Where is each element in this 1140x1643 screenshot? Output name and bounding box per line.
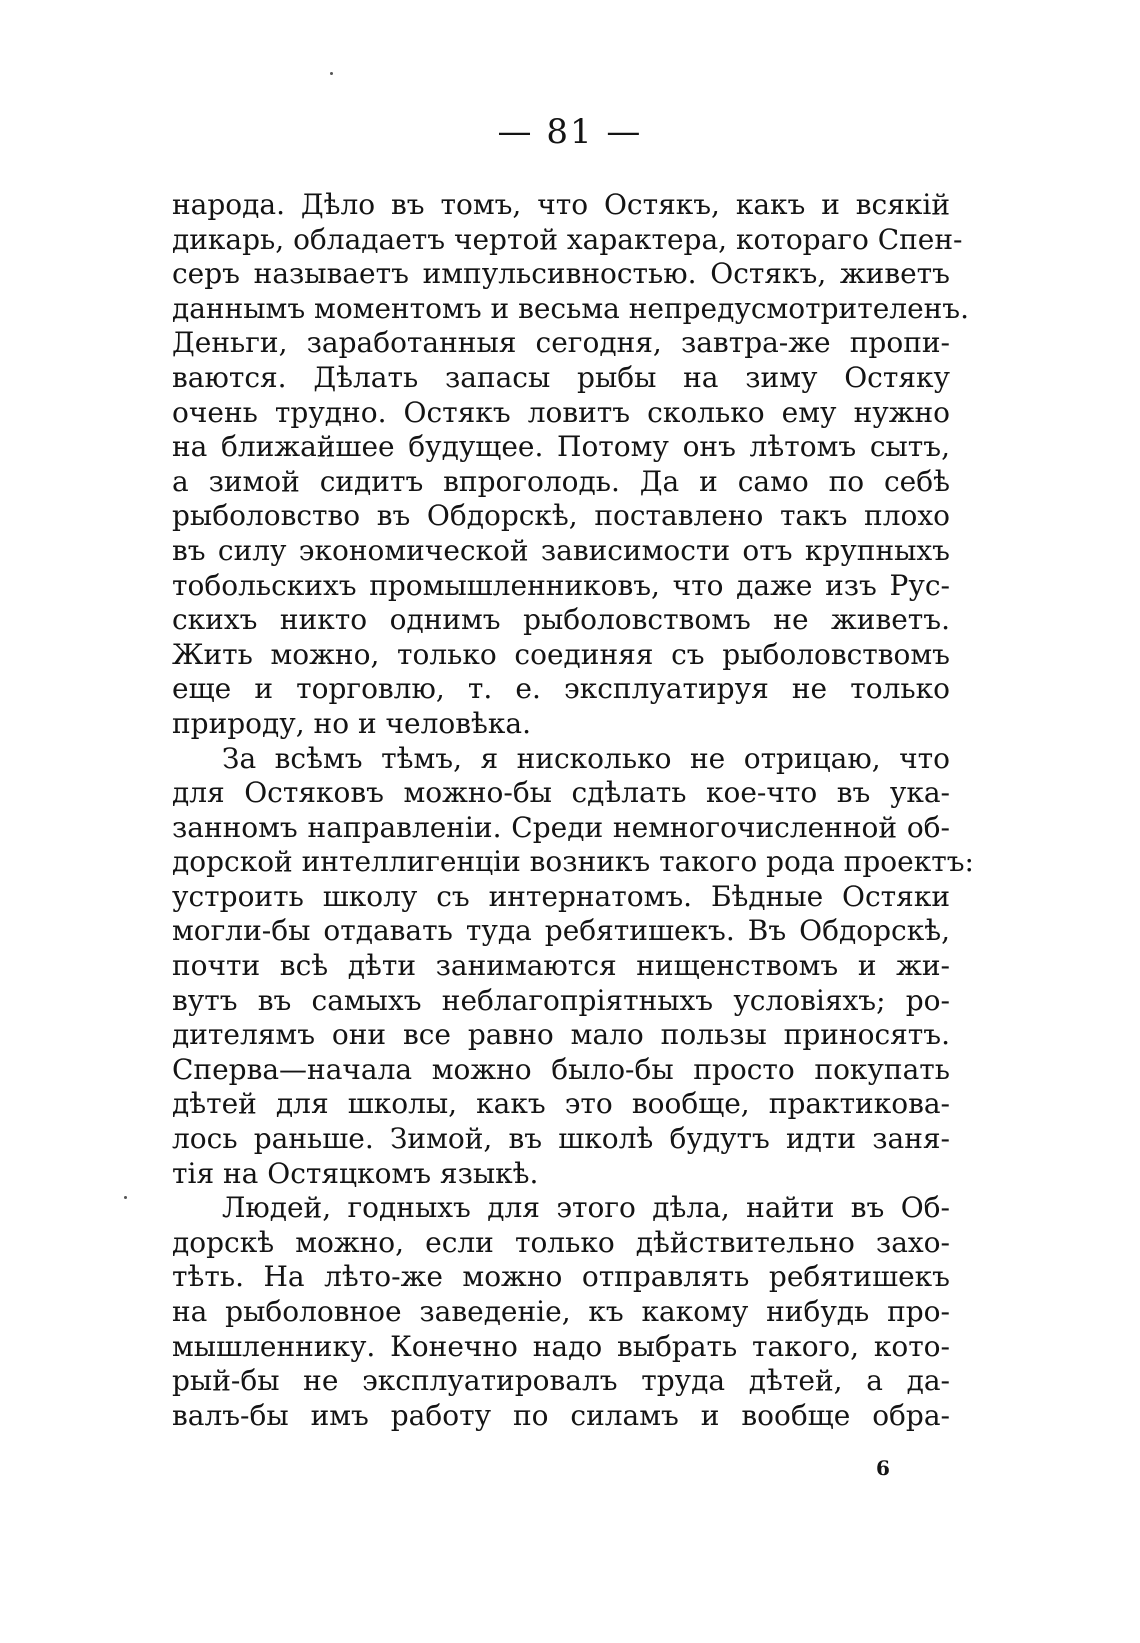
text-line: тобольскихъ промышленниковъ, что даже изъ Рус- bbox=[172, 568, 950, 602]
scan-speck bbox=[330, 72, 333, 75]
signature-mark: 6 bbox=[876, 1456, 890, 1480]
text-line-paragraph-end: природу, но и человѣка. bbox=[172, 706, 531, 740]
text-line: серъ называетъ импульсивностью. Остякъ, живетъ bbox=[172, 257, 950, 291]
text-line: рыболовство въ Обдорскѣ, поставлено такъ плохо bbox=[172, 499, 950, 533]
text-line: народа. Дѣло въ томъ, что Остякъ, какъ и всякій bbox=[172, 188, 950, 221]
text-line: почти всѣ дѣти занимаются нищенствомъ и жи- bbox=[172, 949, 950, 983]
text-line: даннымъ моментомъ и весьма непредусмотрителенъ. bbox=[172, 291, 970, 325]
text-line: устроить школу съ интернатомъ. Бѣдные Остяки bbox=[172, 879, 950, 913]
text-line: еще и торговлю, т. е. эксплуатируя не только bbox=[172, 672, 950, 706]
scan-speck bbox=[124, 1196, 127, 1199]
text-line-paragraph-end: тія на Остяцкомъ языкѣ. bbox=[172, 1156, 539, 1190]
text-line: мышленнику. Конечно надо выбрать такого, кото- bbox=[172, 1329, 950, 1363]
text-line-paragraph-start: За всѣмъ тѣмъ, я нисколько не отрицаю, что bbox=[222, 741, 950, 775]
text-line: въ силу экономической зависимости отъ крупныхъ bbox=[172, 533, 950, 567]
text-line: Деньги, заработанныя сегодня, завтра-же пропи- bbox=[172, 326, 950, 360]
text-line-paragraph-start: Людей, годныхъ для этого дѣла, найти въ Об- bbox=[222, 1191, 950, 1225]
text-line: тѣть. На лѣто-же можно отправлять ребятишекъ bbox=[172, 1260, 950, 1294]
text-line: скихъ никто однимъ рыболовствомъ не живетъ. bbox=[172, 603, 950, 637]
text-line: могли-бы отдавать туда ребятишекъ. Въ Обдорскѣ, bbox=[172, 914, 950, 948]
text-line: дѣтей для школы, какъ это вообще, практикова- bbox=[172, 1087, 950, 1121]
text-line: валъ-бы имъ работу по силамъ и вообще обра- bbox=[172, 1398, 950, 1432]
text-line: Сперва—начала можно было-бы просто покупать bbox=[172, 1052, 950, 1086]
text-line: дорской интеллигенціи возникъ такого рода проектъ: bbox=[172, 845, 974, 879]
text-line: ваются. Дѣлать запасы рыбы на зиму Остяку bbox=[172, 360, 950, 394]
page-number: — 81 — bbox=[497, 112, 643, 152]
text-line: для Остяковъ можно-бы сдѣлать кое-что въ ука- bbox=[172, 776, 950, 810]
text-line: дикарь, обладаетъ чертой характера, котораго Спен- bbox=[172, 222, 963, 256]
text-line: очень трудно. Остякъ ловитъ сколько ему нужно bbox=[172, 395, 950, 429]
text-line: занномъ направленіи. Среди немногочисленной об- bbox=[172, 810, 950, 844]
body-text bbox=[172, 188, 974, 1433]
text-line: на ближайшее будущее. Потому онъ лѣтомъ сытъ, bbox=[172, 430, 950, 464]
text-line: лось раньше. Зимой, въ школѣ будутъ идти заня- bbox=[172, 1122, 950, 1156]
text-line: дорскѣ можно, если только дѣйствительно захо- bbox=[172, 1225, 950, 1259]
text-line: а зимой сидитъ впроголодь. Да и само по себѣ bbox=[172, 464, 950, 498]
text-line: дителямъ они все равно мало пользы приносятъ. bbox=[172, 1018, 950, 1052]
text-line: рый-бы не эксплуатировалъ труда дѣтей, а да- bbox=[172, 1364, 950, 1398]
text-line: на рыболовное заведеніе, къ какому нибудь про- bbox=[172, 1295, 950, 1328]
text-line: Жить можно, только соединяя съ рыболовствомъ bbox=[172, 637, 950, 671]
text-line: вутъ въ самыхъ неблагопріятныхъ условіяхъ; ро- bbox=[172, 983, 950, 1017]
